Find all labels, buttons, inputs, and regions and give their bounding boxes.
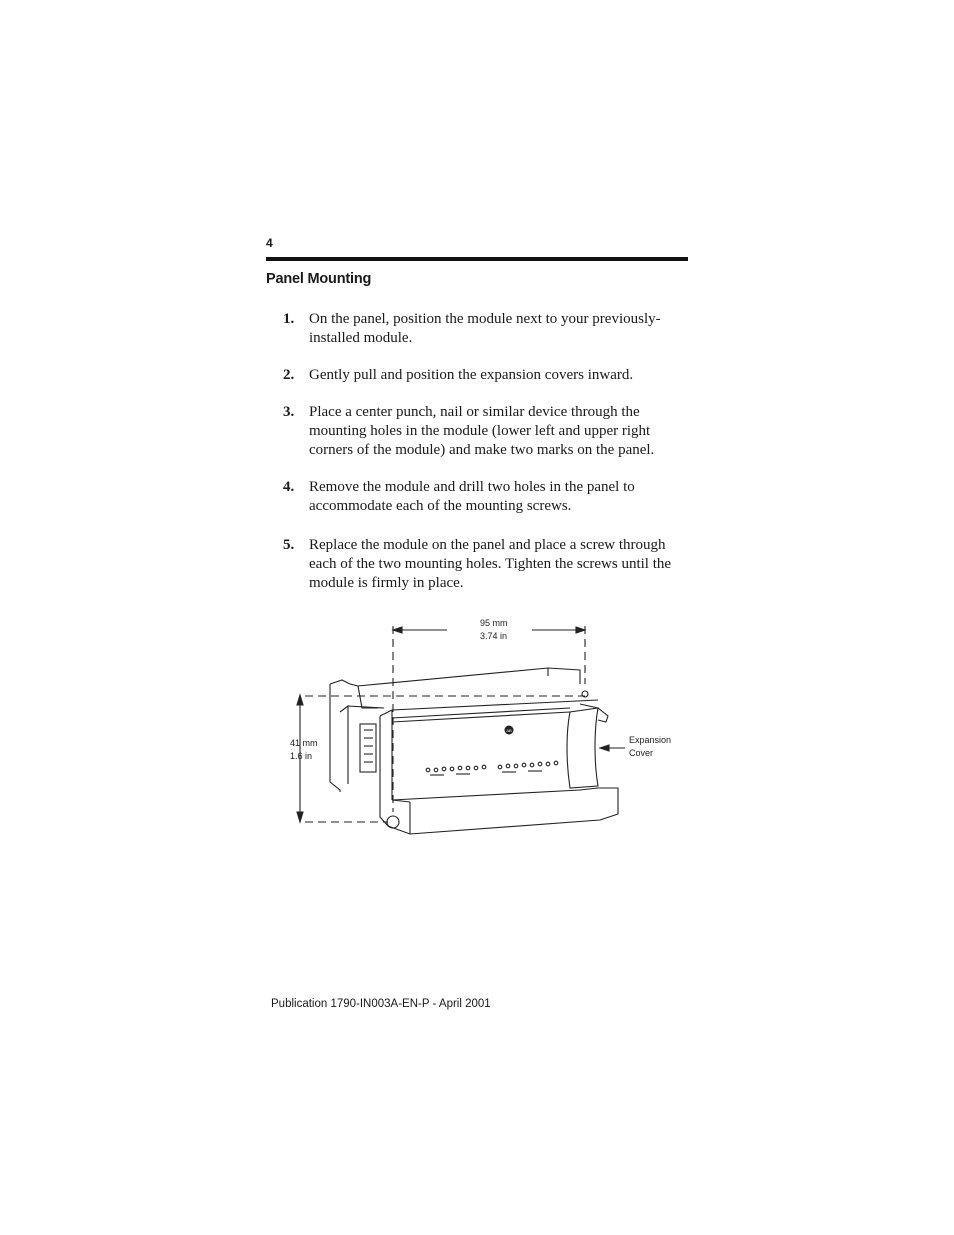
step-text: Place a center punch, nail or similar device through the mounting holes in the module (lower left and upper right corners of the module) and make two marks on the panel. (309, 404, 655, 458)
publication-footer: Publication 1790-IN003A-EN-P - April 2001 (271, 998, 491, 1010)
step-item (283, 403, 688, 460)
step-text: Replace the module on the panel and place a screw through each of the two mounting holes. Tighten the screws until the module is firmly in place. (309, 537, 672, 591)
step-number: 5. (283, 537, 295, 553)
page-number: 4 (266, 236, 273, 250)
step-text: Gently pull and position the expansion covers inward. (309, 367, 634, 383)
step-text: Remove the module and drill two holes in the panel to accommodate each of the mounting screws. (309, 479, 635, 514)
step-item (283, 478, 688, 516)
module-mounting-figure (280, 612, 680, 847)
step-item (283, 366, 688, 385)
cover-label-line-1: Expansion (629, 735, 672, 745)
expansion-cover-label (629, 734, 671, 760)
svg-text:AB: AB (506, 728, 512, 733)
width-dimension-label (480, 617, 508, 643)
module-drawing (280, 612, 680, 847)
cover-label-line-2: Cover (629, 748, 654, 758)
step-number: 1. (283, 311, 295, 327)
step-text: On the panel, position the module next to your previously-installed module. (309, 311, 661, 346)
header-rule (266, 257, 688, 261)
section-title: Panel Mounting (266, 271, 372, 287)
height-mm: 41 mm (290, 738, 318, 748)
step-number: 2. (283, 367, 295, 383)
logo-icon (505, 726, 514, 735)
width-mm: 95 mm (480, 618, 508, 628)
width-in: 3.74 in (480, 631, 508, 641)
step-item (283, 536, 688, 593)
step-number: 4. (283, 479, 295, 495)
step-number: 3. (283, 404, 295, 420)
step-item (283, 310, 688, 348)
height-in: 1.6 in (290, 751, 313, 761)
step-list (283, 310, 688, 593)
height-dimension-label (290, 737, 318, 763)
